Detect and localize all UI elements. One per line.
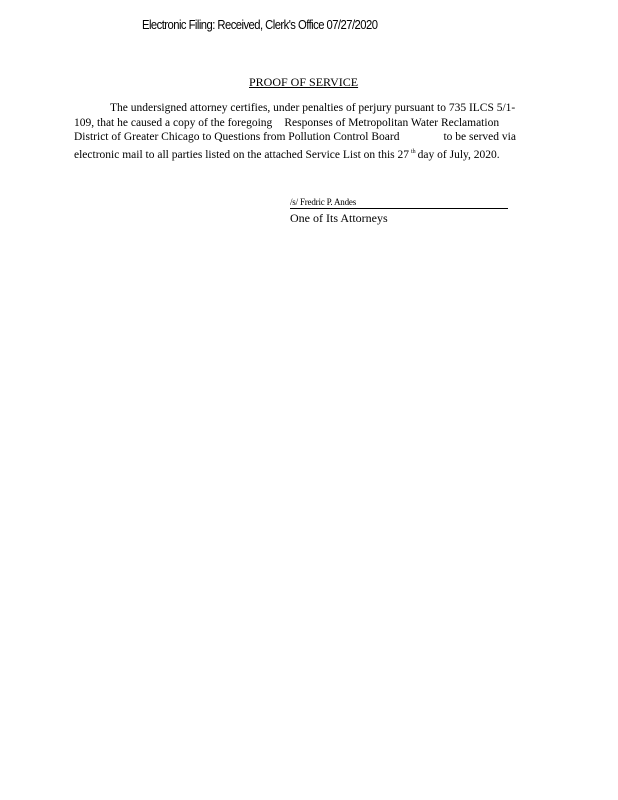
filing-stamp: Electronic Filing: Received, Clerk's Office 07/27/2020	[142, 18, 378, 32]
paragraph-line-3-text-b: to be served via	[443, 131, 516, 143]
certification-paragraph	[74, 101, 544, 162]
paragraph-line-3	[74, 130, 544, 145]
paragraph-line-3-text-a: District of Greater Chicago to Questions from Pollution Control Board	[74, 131, 400, 143]
paragraph-line-4-text-b: day of July, 2020.	[417, 148, 500, 161]
document-title-text: PROOF OF SERVICE	[249, 75, 359, 89]
signature-block	[290, 197, 508, 226]
paragraph-line-2-text-a: 109, that he caused a copy of the foregoing	[74, 116, 273, 129]
paragraph-line-1	[74, 101, 544, 116]
paragraph-line-4	[74, 145, 544, 163]
ordinal-suffix: th	[411, 148, 416, 155]
document-title	[249, 75, 358, 90]
paragraph-line-4-text-a: electronic mail to all parties listed on the attached Service List on this 27	[74, 148, 409, 161]
paragraph-line-2-text-b: Responses of Metropolitan Water Reclamation	[284, 116, 500, 129]
paragraph-line-2	[74, 116, 544, 131]
signatory-role: One of Its Attorneys	[290, 211, 388, 225]
signature-line: /s/ Fredric P. Andes	[290, 197, 508, 209]
paragraph-line-1-text: The undersigned attorney certifies, under penalties of perjury pursuant to 735 ILCS 5/1-	[110, 102, 516, 114]
